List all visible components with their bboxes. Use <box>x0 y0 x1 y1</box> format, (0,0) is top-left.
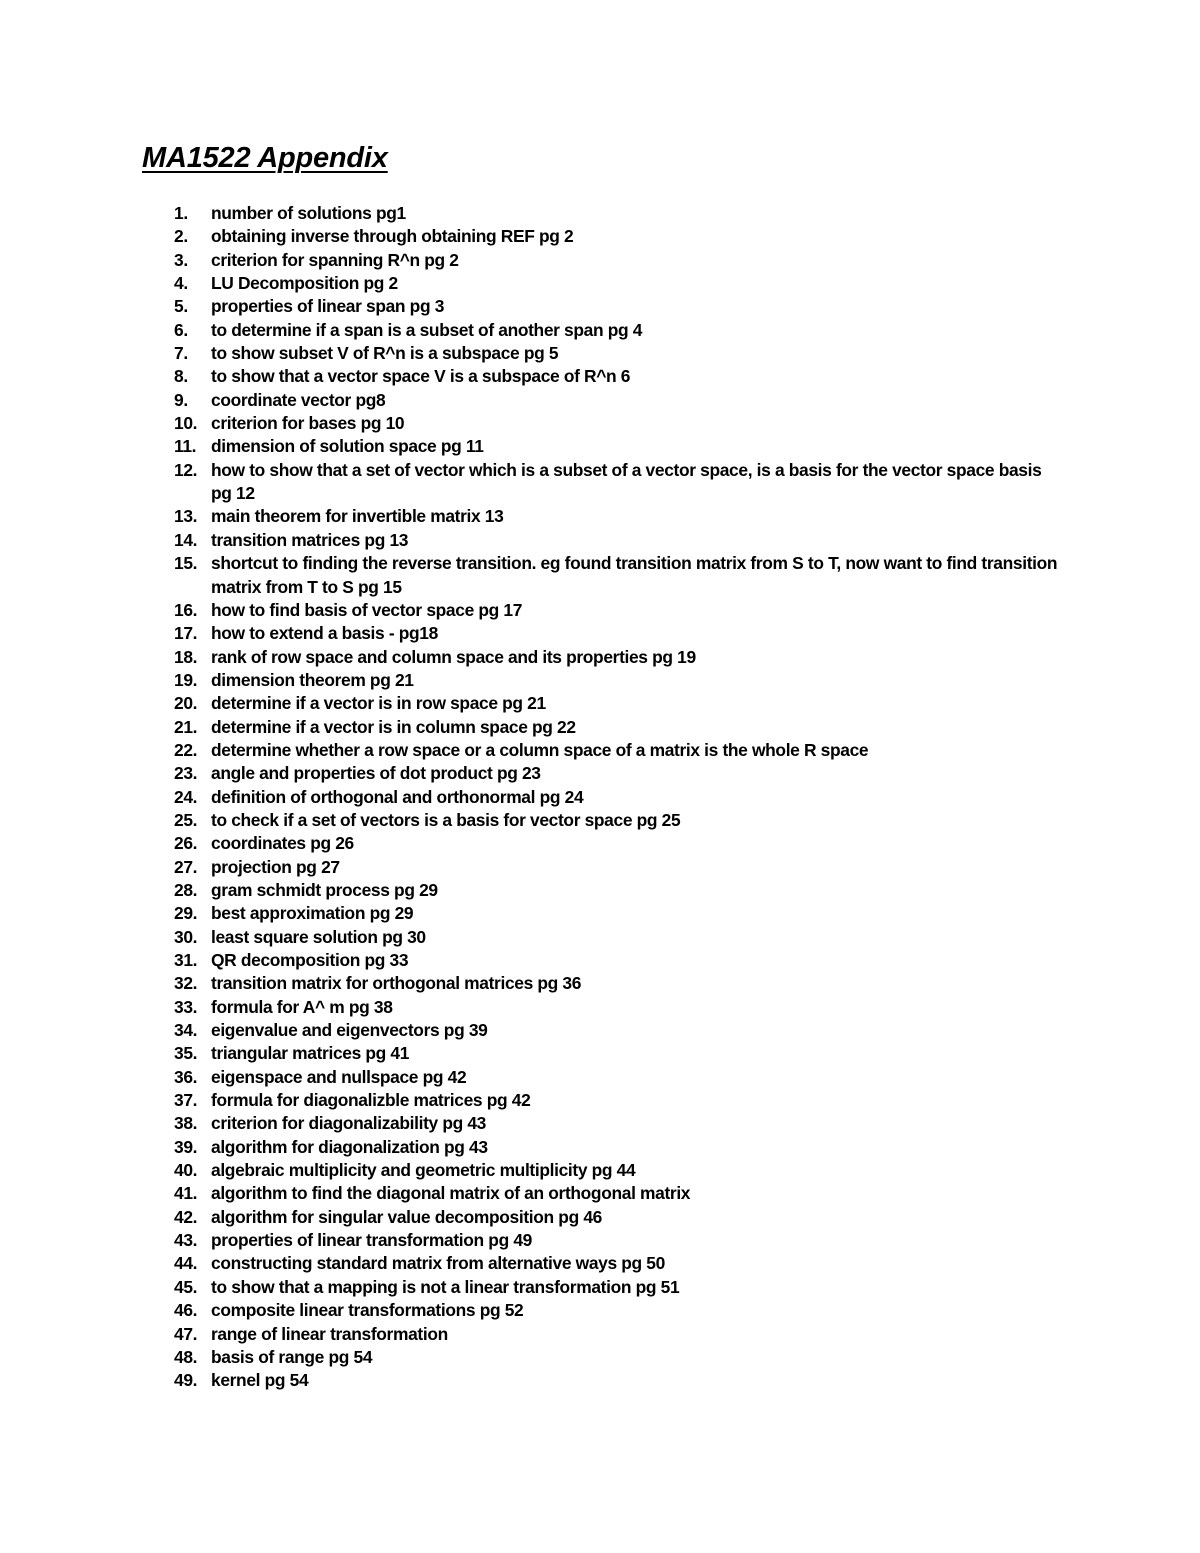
list-item-number: 42. <box>174 1206 198 1227</box>
list-item <box>0 412 1200 435</box>
list-item-number: 41. <box>174 1183 198 1204</box>
list-item-text: transition matrix for orthogonal matrices pg 36 <box>211 973 582 994</box>
list-item-number: 19. <box>174 669 198 690</box>
list-item-number: 37. <box>174 1090 198 1111</box>
list-item-text: criterion for spanning R^n pg 2 <box>211 249 459 270</box>
list-item <box>0 1299 1200 1322</box>
list-item-text: QR decomposition pg 33 <box>211 950 409 970</box>
list-item-number: 21. <box>174 716 198 737</box>
list-item <box>0 996 1200 1019</box>
list-item-number: 13. <box>174 506 198 527</box>
page-title: MA1522 Appendix <box>142 142 388 174</box>
list-item-number: 29. <box>174 903 198 924</box>
list-item-text: composite linear transformations pg 52 <box>211 1300 524 1321</box>
list-item <box>0 949 1200 972</box>
list-item <box>0 646 1200 669</box>
list-item-text: to show subset V of R^n is a subspace pg 5 <box>211 343 559 364</box>
list-item-number: 43. <box>174 1230 198 1251</box>
list-item <box>0 272 1200 295</box>
list-item-text: best approximation pg 29 <box>211 903 414 924</box>
appendix-list <box>0 202 1200 1393</box>
list-item <box>0 295 1200 318</box>
list-item-text: least square solution pg 30 <box>211 926 426 947</box>
list-item-text: to show that a mapping is not a linear transformation pg 51 <box>211 1276 680 1297</box>
list-item <box>0 786 1200 809</box>
list-item-text: determine if a vector is in row space pg 21 <box>211 693 546 714</box>
list-item <box>0 972 1200 995</box>
list-item-number: 10. <box>174 413 198 434</box>
list-item <box>0 856 1200 879</box>
list-item-number: 26. <box>174 833 198 854</box>
list-item-text: criterion for bases pg 10 <box>211 413 405 434</box>
list-item-number: 5. <box>174 296 188 317</box>
list-item-number: 40. <box>174 1160 198 1181</box>
list-item-text: algebraic multiplicity and geometric multiplicity pg 44 <box>211 1160 636 1181</box>
list-item <box>0 202 1200 225</box>
list-item-text: how to show that a set of vector which is a subset of a vector space, is a basis for the vector space basis pg 12 <box>211 459 1042 504</box>
list-item <box>0 1136 1200 1159</box>
list-item <box>0 1159 1200 1182</box>
list-item-text: triangular matrices pg 41 <box>211 1043 410 1064</box>
list-item <box>0 692 1200 715</box>
list-item-number: 3. <box>174 249 188 270</box>
list-item <box>0 505 1200 528</box>
list-item-number: 20. <box>174 693 198 714</box>
list-item-text: number of solutions pg1 <box>211 203 406 223</box>
list-item-text: rank of row space and column space and its properties pg 19 <box>211 646 696 667</box>
list-item <box>0 459 1200 506</box>
list-item <box>0 1042 1200 1065</box>
list-item-text: angle and properties of dot product pg 23 <box>211 763 541 784</box>
list-item <box>0 599 1200 622</box>
list-item <box>0 389 1200 412</box>
list-item <box>0 552 1200 599</box>
list-item <box>0 669 1200 692</box>
list-item <box>0 926 1200 949</box>
list-item-text: determine if a vector is in column space pg 22 <box>211 716 576 737</box>
list-item-text: kernel pg 54 <box>211 1370 309 1391</box>
list-item-text: dimension of solution space pg 11 <box>211 436 484 457</box>
list-item <box>0 1019 1200 1042</box>
list-item-number: 35. <box>174 1043 198 1064</box>
list-item <box>0 342 1200 365</box>
list-item-number: 16. <box>174 599 198 620</box>
list-item-number: 30. <box>174 926 198 947</box>
list-item <box>0 529 1200 552</box>
list-item-number: 8. <box>174 366 188 387</box>
list-item-text: coordinate vector pg8 <box>211 389 386 410</box>
list-item <box>0 1182 1200 1205</box>
list-item <box>0 249 1200 272</box>
list-item-number: 6. <box>174 319 188 340</box>
list-item-number: 48. <box>174 1346 198 1367</box>
list-item-number: 2. <box>174 226 188 247</box>
list-item-text: main theorem for invertible matrix 13 <box>211 506 504 527</box>
list-item-text: projection pg 27 <box>211 856 340 877</box>
list-item-text: formula for A^ m pg 38 <box>211 996 393 1017</box>
list-item-number: 24. <box>174 786 198 807</box>
list-item <box>0 225 1200 248</box>
list-item-text: coordinates pg 26 <box>211 833 354 854</box>
list-item-text: to determine if a span is a subset of another span pg 4 <box>211 319 643 340</box>
list-item-number: 44. <box>174 1253 198 1274</box>
list-item <box>0 1276 1200 1299</box>
list-item <box>0 716 1200 739</box>
list-item-number: 11. <box>174 436 197 457</box>
list-item-text: transition matrices pg 13 <box>211 529 409 550</box>
list-item-number: 23. <box>174 763 198 784</box>
list-item-number: 1. <box>174 203 188 223</box>
list-item <box>0 832 1200 855</box>
list-item-number: 36. <box>174 1066 198 1087</box>
list-item-number: 45. <box>174 1276 198 1297</box>
list-item-text: dimension theorem pg 21 <box>211 669 414 690</box>
list-item-text: how to extend a basis - pg18 <box>211 623 438 644</box>
list-item-number: 28. <box>174 879 198 900</box>
list-item <box>0 1206 1200 1229</box>
list-item <box>0 1112 1200 1135</box>
list-item <box>0 1229 1200 1252</box>
list-item-number: 22. <box>174 739 198 760</box>
list-item-number: 14. <box>174 529 198 550</box>
list-item-text: criterion for diagonalizability pg 43 <box>211 1113 487 1134</box>
list-item-number: 39. <box>174 1136 198 1157</box>
list-item-text: properties of linear transformation pg 49 <box>211 1230 532 1251</box>
list-item <box>0 1066 1200 1089</box>
list-item-number: 31. <box>174 950 198 970</box>
list-item-text: constructing standard matrix from alternative ways pg 50 <box>211 1253 665 1274</box>
list-item <box>0 762 1200 785</box>
list-item-text: algorithm for singular value decomposition pg 46 <box>211 1206 602 1227</box>
list-item-text: determine whether a row space or a column space of a matrix is the whole R space <box>211 739 869 760</box>
list-item-number: 15. <box>174 553 198 574</box>
list-item-number: 17. <box>174 623 198 644</box>
list-item-number: 9. <box>174 389 188 410</box>
list-item-number: 38. <box>174 1113 198 1134</box>
list-item-number: 7. <box>174 343 188 364</box>
list-item <box>0 622 1200 645</box>
list-item-text: basis of range pg 54 <box>211 1346 373 1367</box>
list-item-number: 32. <box>174 973 198 994</box>
list-item-text: to check if a set of vectors is a basis for vector space pg 25 <box>211 809 681 830</box>
list-item-text: shortcut to finding the reverse transition. eg found transition matrix from S to T, now want to find transition matrix from T to S pg 15 <box>211 553 1058 597</box>
list-item-text: LU Decomposition pg 2 <box>211 273 398 294</box>
list-item <box>0 739 1200 762</box>
list-item-text: obtaining inverse through obtaining REF pg 2 <box>211 226 574 247</box>
list-item-text: eigenvalue and eigenvectors pg 39 <box>211 1020 488 1041</box>
list-item-number: 34. <box>174 1020 198 1041</box>
list-item-text: properties of linear span pg 3 <box>211 296 445 317</box>
list-item-number: 4. <box>174 273 188 294</box>
list-item-number: 12. <box>174 459 198 480</box>
list-item-number: 27. <box>174 856 198 877</box>
list-item <box>0 1252 1200 1275</box>
list-item <box>0 809 1200 832</box>
list-item <box>0 902 1200 925</box>
list-item-number: 46. <box>174 1300 198 1321</box>
list-item-number: 25. <box>174 809 198 830</box>
list-item-text: gram schmidt process pg 29 <box>211 879 438 900</box>
list-item-text: definition of orthogonal and orthonormal pg 24 <box>211 786 584 807</box>
list-item <box>0 1369 1200 1392</box>
list-item-text: algorithm to find the diagonal matrix of an orthogonal matrix <box>211 1183 691 1204</box>
list-item <box>0 1089 1200 1112</box>
list-item-text: to show that a vector space V is a subspace of R^n 6 <box>211 366 631 387</box>
list-item-text: algorithm for diagonalization pg 43 <box>211 1136 488 1157</box>
list-item <box>0 319 1200 342</box>
list-item <box>0 435 1200 458</box>
list-item-number: 49. <box>174 1370 198 1391</box>
list-item-text: eigenspace and nullspace pg 42 <box>211 1066 467 1087</box>
list-item-number: 18. <box>174 646 198 667</box>
list-item-number: 47. <box>174 1323 198 1344</box>
list-item <box>0 1346 1200 1369</box>
list-item <box>0 1323 1200 1346</box>
list-item <box>0 879 1200 902</box>
list-item-text: how to find basis of vector space pg 17 <box>211 599 523 620</box>
list-item-number: 33. <box>174 996 198 1017</box>
list-item-text: formula for diagonalizble matrices pg 42 <box>211 1090 531 1111</box>
list-item-text: range of linear transformation <box>211 1323 448 1344</box>
list-item <box>0 365 1200 388</box>
